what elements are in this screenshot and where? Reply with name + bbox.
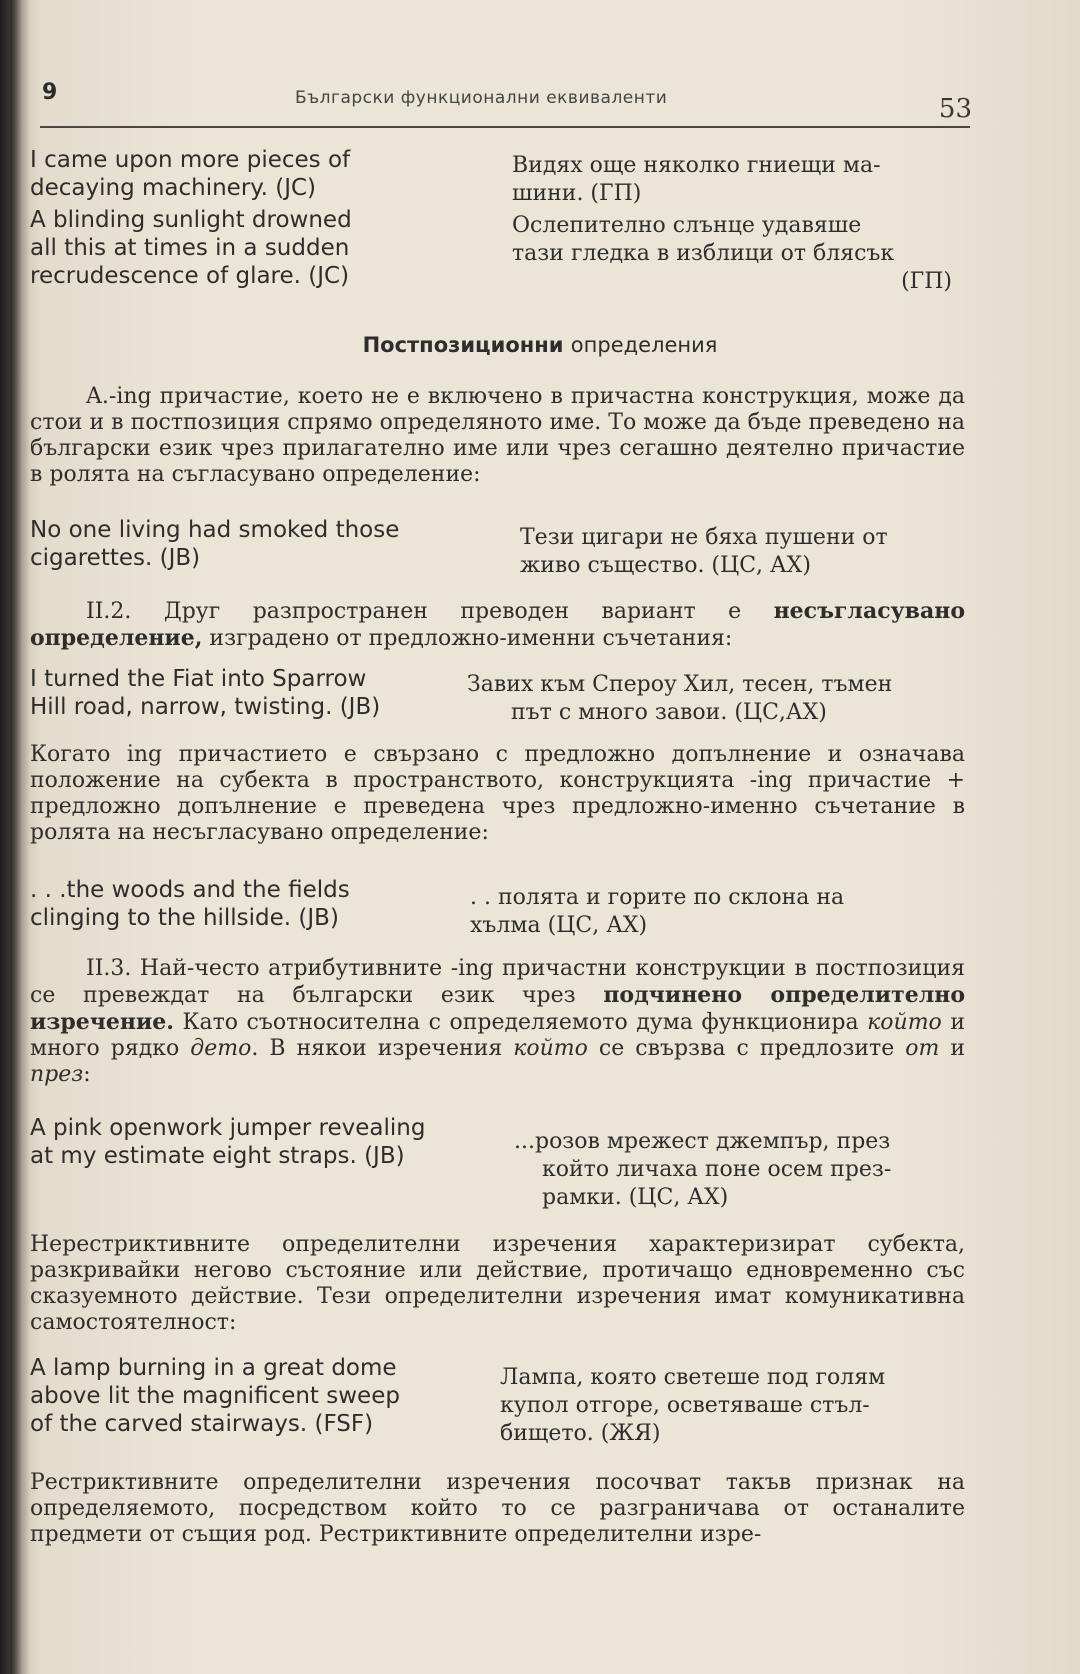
example-bulgarian (514, 1128, 891, 1212)
italic-word: който (513, 1036, 588, 1061)
key-term: несъгласувано определение, (30, 598, 965, 651)
example-line: ...розов мрежест джемпър, през (514, 1129, 891, 1154)
paragraph-text: II.3. Най-често атрибутивните -ing причастни конструкции в постпозиция се превеждат на български език чрез (30, 956, 965, 1008)
paragraph-a (30, 384, 965, 488)
example-line: шини. (ГП) (512, 181, 642, 206)
example-line: път с много завои. (ЦС,АХ) (511, 700, 827, 725)
italic-word: дето (190, 1036, 252, 1061)
example-line: Лампа, която светеше под голям (500, 1365, 886, 1390)
example-line: of the carved stairways. (FSF) (30, 1411, 374, 1437)
example-pair (30, 516, 965, 578)
key-term: подчинено определително изречение. (30, 982, 965, 1035)
example-english (30, 516, 399, 572)
page-number: 53 (938, 94, 972, 124)
example-line: Завих към Спероу Хил, тесен, тъмен (467, 672, 893, 697)
example-line: бището. (ЖЯ) (500, 1421, 661, 1446)
example-pair (30, 665, 965, 723)
example-line: No one living had smoked those (30, 517, 400, 543)
example-line: cigarettes. (JB) (30, 545, 201, 571)
example-line: тази гледка в изблици от блясък (512, 241, 895, 266)
paragraph-text: Нерестриктивните определителни изречения характеризират субекта, разкривайки негово състояние или действие, протичащо едновременно със сказуемното действие. Тези определителни изречения имат комуникативна самостоятелност: (30, 1232, 965, 1335)
italic-word: през (30, 1062, 84, 1087)
paragraph-text: и (939, 1036, 966, 1061)
running-title: Български функционални еквиваленти (295, 88, 668, 108)
example-line: Ослепително слънце удавяше (512, 213, 862, 238)
section-heading-rest: определения (570, 333, 718, 357)
paragraph-text: : (83, 1062, 91, 1087)
example-english (30, 206, 352, 290)
example-line: all this at times in a sudden (30, 235, 350, 261)
paragraph-prepositional (30, 742, 965, 846)
example-line: купол отгоре, осветяваше стъл- (500, 1393, 870, 1418)
paragraph-text: A.-ing причастие, което не е включено в причастна конструкция, може да стои и в постпозиция спрямо определяното име. То може да бъде преведено на български език чрез прилагателно име или чрез сегашно деятелно причастие в ролята на съгласувано определение: (30, 384, 965, 487)
example-english (30, 665, 380, 721)
example-bulgarian (512, 212, 952, 296)
paragraph-text: . В някои изречения (251, 1036, 514, 1061)
example-pair (30, 876, 965, 938)
example-line: A blinding sunlight drowned (30, 207, 352, 233)
paragraph-ii2 (30, 598, 965, 652)
example-line: рамки. (ЦС, АХ) (542, 1185, 729, 1210)
paragraph-ii3 (30, 956, 965, 1088)
example-pair (30, 146, 965, 206)
paragraph-text: и много рядко (30, 1010, 965, 1061)
section-heading (0, 333, 1080, 357)
example-line: at my estimate eight straps. (JB) (30, 1143, 405, 1169)
example-bulgarian (500, 1364, 885, 1448)
paragraph-text: Рестриктивните определителни изречения посочват такъв признак на определяемото, посредством който то се разграничава от останалите предмети от същия род. Рестриктивните определителни изре- (30, 1470, 965, 1547)
example-line: I turned the Fiat into Sparrow (30, 666, 367, 692)
example-line: . . полята и горите по склона на (470, 885, 845, 910)
paragraph-text: се свързва с предлозите (587, 1036, 906, 1061)
page-header (40, 78, 970, 128)
paragraph-text: изградено от предложно-именни съчетания: (202, 626, 733, 651)
paragraph-restrictive (30, 1470, 965, 1548)
example-line: . . .the woods and the fields (30, 877, 350, 903)
example-line: A lamp burning in a great dome (30, 1355, 397, 1381)
signature-mark: 9 (42, 80, 58, 105)
example-english (30, 1114, 425, 1170)
example-pair (30, 1114, 965, 1210)
example-line: I came upon more pieces of (30, 147, 351, 173)
example-line: clinging to the hillside. (JB) (30, 905, 339, 931)
example-line: decaying machinery. (JC) (30, 175, 317, 201)
example-bulgarian (470, 884, 844, 940)
example-line: който личаха поне осем през- (542, 1157, 892, 1182)
paragraph-text: Като съотносителна с определяемото дума функционира (173, 1010, 868, 1035)
example-english (30, 876, 350, 932)
example-bulgarian (467, 671, 892, 727)
spine-shadow (10, 0, 30, 1674)
paragraph-text: II.2. Друг разпространен преводен вариант е (86, 599, 774, 624)
example-line: хълма (ЦС, АХ) (470, 913, 648, 938)
italic-word: който (867, 1010, 942, 1035)
example-pair (30, 1354, 965, 1446)
paragraph-text: Когато ing причастието е свързано с предложно допълнение и означава положение на субекта в пространството, конструкцията -ing причастие + предложно допълнение е преведена чрез предложно-именно съчетание в ролята на несъгласувано определение: (30, 742, 965, 845)
example-line: Hill road, narrow, twisting. (JB) (30, 694, 381, 720)
example-english (30, 1354, 400, 1438)
example-line: Тези цигари не бяха пушени от (520, 525, 888, 550)
example-bulgarian (512, 152, 881, 208)
example-line: above lit the magnificent sweep (30, 1383, 400, 1409)
example-line: recrudescence of glare. (JC) (30, 263, 350, 289)
italic-word: от (905, 1036, 940, 1061)
example-line: Видях още няколко гниещи ма- (512, 153, 881, 178)
example-english (30, 146, 350, 202)
example-line: A pink openwork jumper revealing (30, 1115, 426, 1141)
example-line: живо същество. (ЦС, АХ) (520, 553, 811, 578)
paragraph-nonrestrictive (30, 1232, 965, 1336)
example-pair (30, 206, 965, 296)
section-heading-bold: Постпозиционни (362, 333, 564, 357)
example-bulgarian (520, 524, 888, 580)
example-line: (ГП) (901, 269, 952, 294)
